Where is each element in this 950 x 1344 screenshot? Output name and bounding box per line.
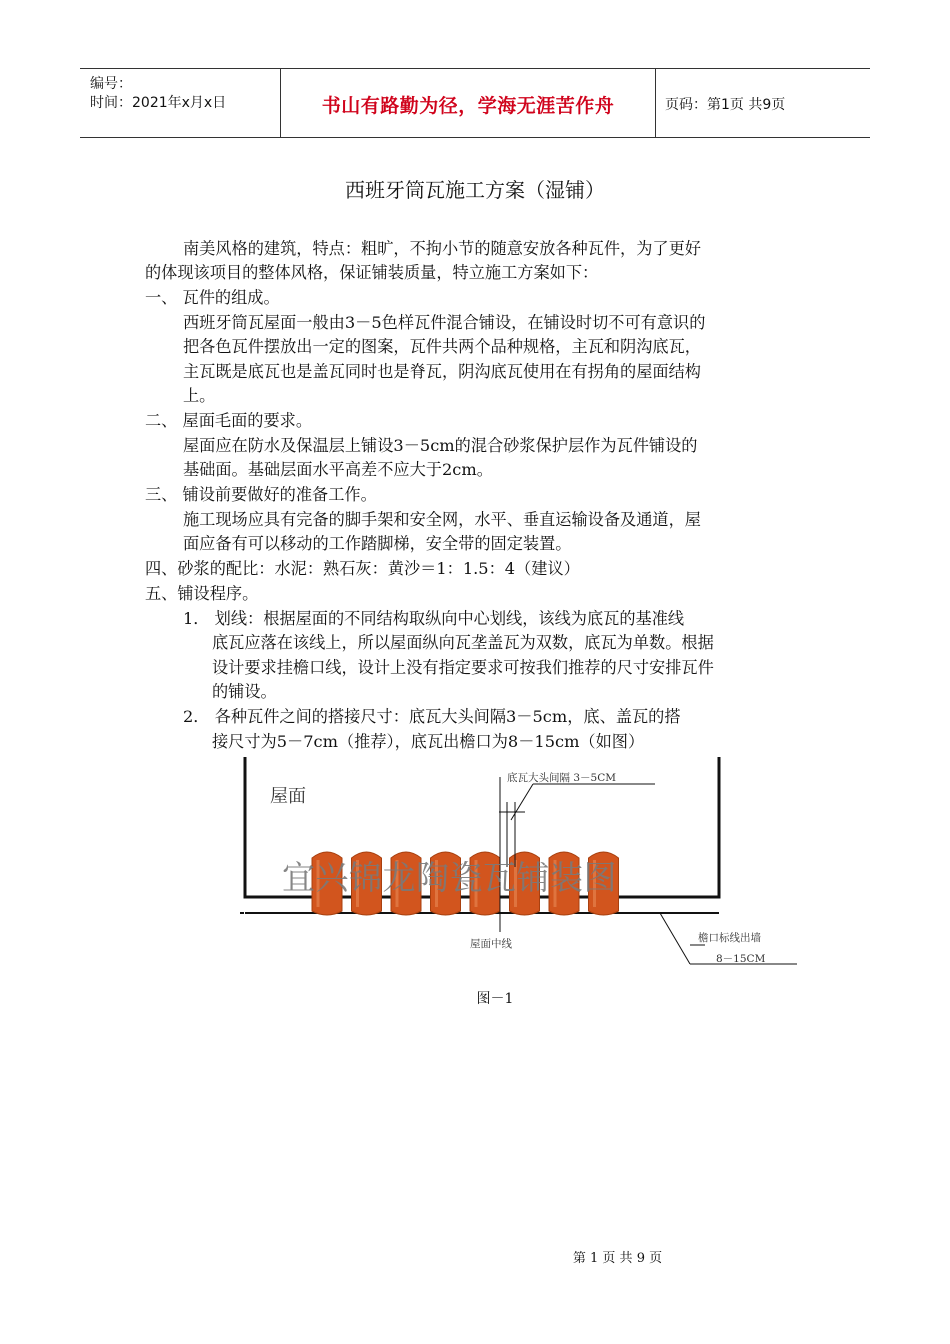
paragraph-line: 底瓦应落在该线上，所以屋面纵向瓦垄盖瓦为双数，底瓦为单数。根据 — [212, 633, 714, 652]
header-motto-cell — [280, 69, 656, 137]
figure-caption: 图－1 — [476, 991, 514, 1007]
section-heading: 四、砂浆的配比：水泥：熟石灰：黄沙＝1：1.5：4（建议） — [145, 559, 580, 578]
document-title: 西班牙筒瓦施工方案（湿铺） — [345, 178, 605, 202]
center-line-label: 屋面中线 — [470, 938, 512, 950]
paragraph-line: 上。 — [183, 386, 216, 405]
paragraph-line: 面应备有可以移动的工作踏脚梯，安全带的固定装置。 — [183, 534, 572, 553]
diagram-watermark: 宜兴锦龙陶瓷瓦铺装图 — [282, 858, 617, 897]
gap-label: 底瓦大头间隔 3－5CM — [507, 772, 616, 784]
paragraph-line: 基础面。基础层面水平高差不应大于2cm。 — [183, 460, 493, 479]
paragraph-line: 2． 各种瓦件之间的搭接尺寸：底瓦大头间隔3－5cm，底、盖瓦的搭 — [183, 707, 681, 726]
paragraph-line: 1． 划线：根据屋面的不同结构取纵向中心划线，该线为底瓦的基准线 — [183, 609, 685, 628]
section-heading: 三、 铺设前要做好的准备工作。 — [145, 485, 377, 504]
section-heading: 五、铺设程序。 — [145, 584, 259, 603]
eave-value: 8－15CM — [716, 953, 766, 965]
page-info: 页码：第1页 共9页 — [665, 97, 786, 113]
section-heading: 一、 瓦件的组成。 — [145, 288, 280, 307]
motto: 书山有路勤为径，学海无涯苦作舟 — [321, 95, 615, 117]
paragraph-line: 主瓦既是底瓦也是盖瓦同时也是脊瓦，阴沟底瓦使用在有拐角的屋面结构 — [183, 362, 701, 381]
serial-label: 编号： — [90, 76, 132, 92]
header-page-cell — [655, 69, 870, 137]
paragraph-line: 设计要求挂檐口线，设计上没有指定要求可按我们推荐的尺寸安排瓦件 — [212, 658, 714, 677]
paragraph-line: 南美风格的建筑，特点：粗旷，不拘小节的随意安放各种瓦件，为了更好 — [183, 239, 701, 258]
paragraph-line: 施工现场应具有完备的脚手架和安全网，水平、垂直运输设备及通道，屋 — [183, 510, 701, 529]
time-label: 时间：2021年x月x日 — [90, 95, 227, 111]
section-heading: 二、 屋面毛面的要求。 — [145, 411, 313, 430]
page-footer: 第 1 页 共 9 页 — [572, 1251, 663, 1266]
header-meta-cell — [80, 69, 280, 137]
paragraph-line: 把各色瓦件摆放出一定的图案，瓦件共两个品种规格，主瓦和阴沟底瓦， — [183, 337, 701, 356]
paragraph-line: 接尺寸为5－7cm（推荐），底瓦出檐口为8－15cm（如图） — [212, 732, 645, 751]
paragraph-line: 的体现该项目的整体风格，保证铺装质量，特立施工方案如下： — [145, 263, 599, 282]
eave-label: 檐口标线出墙 — [698, 932, 761, 944]
paragraph-line: 的铺设。 — [212, 682, 277, 701]
paragraph-line: 西班牙筒瓦屋面一般由3－5色样瓦件混合铺设，在铺设时切不可有意识的 — [183, 313, 706, 332]
paragraph-line: 屋面应在防水及保温层上铺设3－5cm的混合砂浆保护层作为瓦件铺设的 — [183, 436, 698, 455]
page-header — [80, 68, 870, 138]
roof-label: 屋面 — [270, 786, 306, 807]
